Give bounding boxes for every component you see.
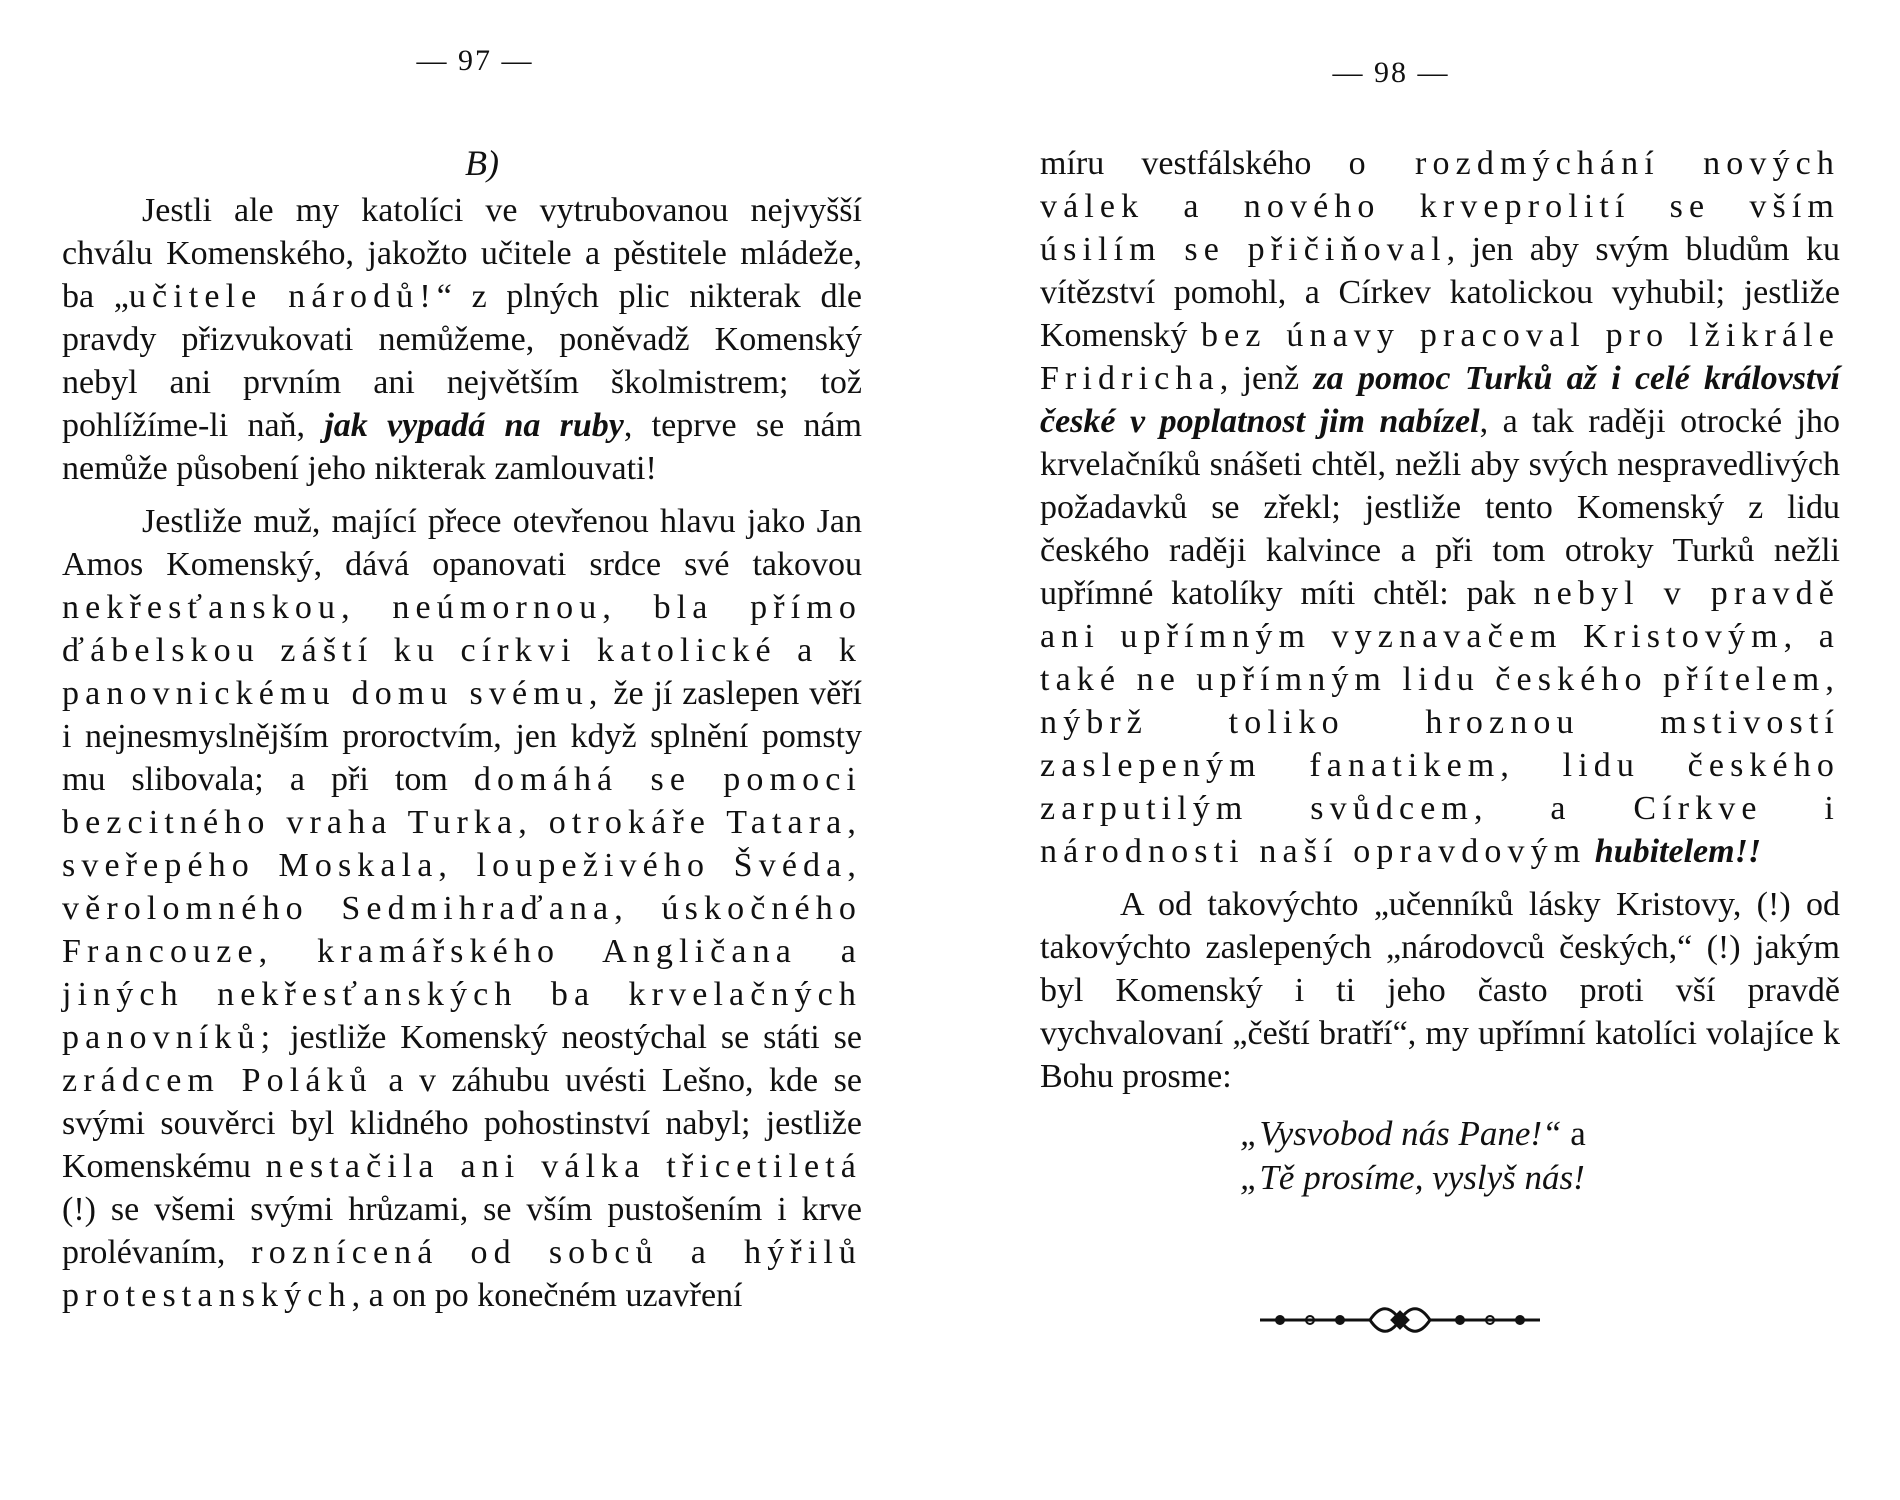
- prayer-conjunction: a: [1561, 1114, 1586, 1153]
- page-number-left: — 97 —: [416, 44, 534, 77]
- left-paragraph-2: [62, 500, 862, 1317]
- text-run-spaced: učitele národů!: [128, 278, 437, 315]
- section-heading: B): [465, 143, 499, 183]
- text-run: , teprve se nám nemůže působení jeho nikterak zamlouvati!: [62, 407, 862, 487]
- text-run: , jen aby svým bludům ku vítězství pomohl, a Církev katolickou vyhubil; jestliže Komenský: [1040, 231, 1840, 354]
- left-text-column: [62, 142, 862, 1327]
- text-run-spaced: nestačila ani válka třicetiletá: [265, 1148, 863, 1185]
- text-run-spaced: zrádcem Poláků: [62, 1062, 373, 1099]
- text-run: že jí zaslepen věří i nejnesmyslnějším proroctvím, jen když splnění pomsty mu slibovala; a při tom: [62, 675, 862, 798]
- prayer-block: [1040, 1112, 1840, 1200]
- right-paragraph-1: [1040, 142, 1840, 873]
- right-page: [950, 0, 1900, 1500]
- left-paragraph-1: [62, 189, 862, 490]
- text-run: (!) se všemi svými hrůzami, se vším pustošením i krve prolévaním,: [62, 1191, 862, 1271]
- text-run: , a on po konečném uzavření: [351, 1277, 743, 1314]
- text-run: Jestli ale my katolíci ve vytrubovanou nejvyšší chválu Komenského, jakožto učitele a pěstitele mládeže, ba „: [62, 192, 862, 315]
- right-paragraph-2: A od takovýchto „učenníků lásky Kristovy, (!) od takovýchto zaslepených „národovců českých,“ (!) jakým byl Komenský i ti jeho často proti vší pravdě vychvalovaní „čeští bratří“, my upřímní katolíci volajíce k Bohu prosme:: [1040, 886, 1840, 1095]
- text-run-spaced: o rozdmýchání nových válek a nového krveprolití se vším úsilím se přičiňoval: [1040, 145, 1840, 268]
- text-run: a v záhubu uvésti Lešno, kde se svými souvěrci byl klidného pohostinství nabyl; jestliže Komenskému: [62, 1062, 862, 1185]
- prayer-line-1: [1240, 1112, 1840, 1156]
- prayer-text: „Vysvobod nás Pane!“: [1240, 1114, 1562, 1153]
- text-run: míru vestfálského: [1040, 145, 1349, 182]
- right-text-column: [1040, 142, 1840, 1200]
- tailpiece-ornament-icon: [1250, 1300, 1550, 1340]
- text-run: Jestliže muž, mající přece otevřenou hlavu jako Jan Amos Komenský, dává opanovati srdce své takovou: [62, 503, 862, 583]
- text-run-spaced: domáhá se pomoci bezcitného vraha Turka, otrokáře Tatara, sveřepého Moskala, loupeživého Švéda, věrolomného Sedmihraďana, úskočného Francouze, kramářského Angličana a jiných nekřesťanských ba krvelačných panovníků;: [62, 761, 862, 1056]
- text-run: , a tak raději otrocké jho krvelačníků snášeti chtěl, nežli aby svých nespravedlivých požadavků se zřekl; jestliže tento Komenský z lidu českého raději kalvince a při tom otroky Turků nežli upřímné katolíky míti chtěl: pak: [1040, 403, 1841, 612]
- text-run: “ z plných plic nikterak dle pravdy přizvukovati nemůžeme, poněvadž Komenský nebyl ani prvním ani největším školmistrem; tož pohlížíme-li naň,: [62, 278, 862, 444]
- text-run-spaced: roznícená od sobců a hýřilů protestanských: [62, 1234, 863, 1314]
- text-run-italic: za pomoc Turků až i celé království české v poplatnost jim nabízel: [1040, 360, 1840, 440]
- page-number-right: — 98 —: [1332, 56, 1450, 89]
- text-run: , jenž: [1219, 360, 1314, 397]
- text-run-spaced: bez únavy pracoval pro lžikrále Fridricha: [1040, 317, 1840, 397]
- text-run-italic: hubitelem!!: [1586, 833, 1762, 870]
- text-run: jestliže Komenský neostýchal se státi se: [276, 1019, 862, 1056]
- text-run-spaced: nekřesťanskou, neúmornou, bla přímo ďábelskou záští ku církvi katolické a k panovnickému domu svému,: [62, 589, 862, 712]
- prayer-line-2: „Tě prosíme, vyslyš nás!: [1240, 1158, 1585, 1197]
- text-run-italic: jak vypadá na ruby: [324, 407, 624, 444]
- text-run-spaced: nebyl v pravdě ani upřímným vyznavačem Kristovým, a také ne upřímným lidu českého přítelem, nýbrž toliko hroznou mstivostí zaslepeným fanatikem, lidu českého zarputilým svůdcem, a Církve i národnosti naší opravdovým: [1040, 575, 1840, 870]
